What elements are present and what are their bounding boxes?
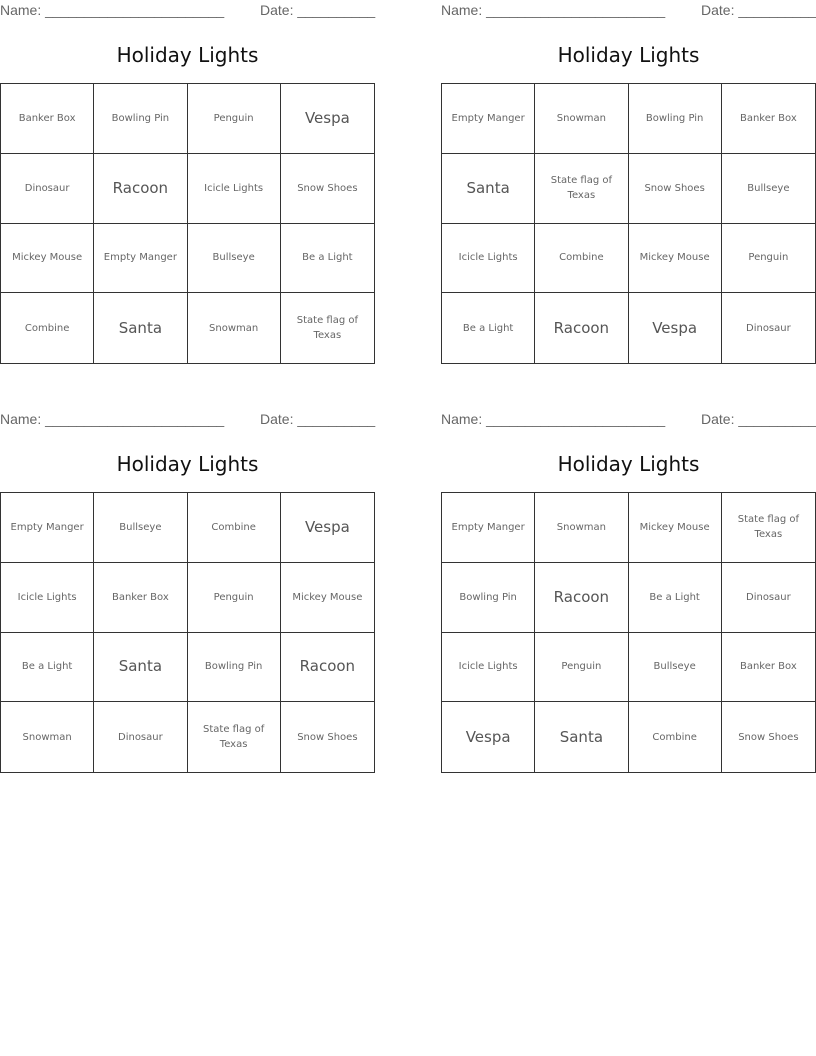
date-field-label: Date: __________: [260, 411, 376, 427]
bingo-grid: [0, 83, 375, 364]
bingo-card: [441, 0, 816, 337]
bingo-cell: Mickey Mouse: [629, 224, 722, 294]
bingo-cell: Snowman: [1, 702, 94, 772]
name-field-label: Name: _______________________: [441, 2, 666, 18]
bingo-cell: Penguin: [722, 224, 815, 294]
bingo-cell: Be a Light: [629, 563, 722, 633]
bingo-cell: Be a Light: [1, 633, 94, 703]
bingo-cell: Snow Shoes: [297, 731, 358, 743]
bingo-cell: Mickey Mouse: [629, 493, 722, 563]
bingo-cell: Bullseye: [722, 154, 815, 224]
bingo-cell: State flag of Texas: [188, 702, 281, 772]
bingo-cell: Vespa: [281, 493, 374, 563]
bingo-card: [441, 409, 816, 746]
bingo-cell: Be a Light: [281, 224, 374, 294]
card-title: Holiday Lights: [116, 452, 259, 476]
bingo-cell: Empty Manger: [1, 493, 94, 563]
bingo-cell: Racoon: [281, 633, 374, 703]
date-field-label: Date: __________: [701, 2, 816, 18]
bingo-cell: Empty Manger: [442, 493, 535, 563]
bingo-cell: Dinosaur: [722, 563, 815, 633]
card-title: Holiday Lights: [557, 452, 700, 476]
bingo-cell: State flag of Texas: [535, 154, 628, 224]
bingo-cell: Bullseye: [94, 493, 187, 563]
bingo-cell: Icicle Lights: [442, 224, 535, 294]
bingo-cell: Bowling Pin: [442, 563, 535, 633]
bingo-cell: Vespa: [281, 84, 374, 154]
bingo-cell: Santa: [442, 154, 535, 224]
bingo-cell: Racoon: [535, 293, 628, 363]
bingo-cell: Empty Manger: [442, 84, 535, 154]
bingo-card: [0, 409, 376, 751]
bingo-cell: Banker Box: [94, 563, 187, 633]
bingo-cell: Racoon: [94, 154, 187, 224]
bingo-cell: Icicle Lights: [1, 563, 94, 633]
bingo-cell: Dinosaur: [1, 154, 94, 224]
bingo-cell: Snow Shoes: [629, 154, 722, 224]
bingo-cell: Snow Shoes: [738, 731, 799, 743]
bingo-cell: Combine: [1, 293, 94, 363]
card-title: Holiday Lights: [116, 43, 259, 67]
bingo-cell: Snowman: [535, 84, 628, 154]
bingo-cell: Mickey Mouse: [1, 224, 94, 294]
bingo-cell: Dinosaur: [94, 702, 187, 772]
bingo-cell: State flag of Texas: [722, 493, 815, 563]
bingo-cell: Bullseye: [188, 224, 281, 294]
bingo-cell: Empty Manger: [94, 224, 187, 294]
bingo-cell: State flag of Texas: [296, 315, 358, 342]
bingo-cell: Penguin: [535, 633, 628, 703]
date-field-label: Date: __________: [260, 2, 376, 18]
bingo-cell: Bowling Pin: [94, 84, 187, 154]
bingo-grid: [0, 492, 375, 773]
bingo-cell: Snowman: [188, 293, 281, 363]
bingo-cell: Banker Box: [1, 84, 94, 154]
bingo-card: [0, 0, 376, 342]
bingo-cell: Vespa: [629, 293, 722, 363]
name-field-label: Name: _______________________: [441, 411, 666, 427]
bingo-cell: Bowling Pin: [188, 633, 281, 703]
bingo-cell: Icicle Lights: [188, 154, 281, 224]
bingo-cell: Snowman: [535, 493, 628, 563]
bingo-cell: Banker Box: [722, 633, 815, 703]
name-field-label: Name: _______________________: [0, 411, 225, 427]
bingo-cell: Mickey Mouse: [281, 563, 374, 633]
bingo-cell: Dinosaur: [746, 322, 791, 334]
name-field-label: Name: _______________________: [0, 2, 225, 18]
bingo-cell: Banker Box: [722, 84, 815, 154]
date-field-label: Date: __________: [701, 411, 816, 427]
bingo-cell: Santa: [535, 702, 628, 772]
bingo-cell: Penguin: [188, 84, 281, 154]
bingo-cell: Be a Light: [442, 293, 535, 363]
bingo-grid: [441, 83, 816, 364]
bingo-cell: Santa: [94, 293, 187, 363]
bingo-grid: [441, 492, 816, 773]
bingo-cell: Combine: [629, 702, 722, 772]
bingo-cell: Snow Shoes: [281, 154, 374, 224]
card-title: Holiday Lights: [557, 43, 700, 67]
bingo-cell: Vespa: [442, 702, 535, 772]
bingo-cell: Bowling Pin: [629, 84, 722, 154]
bingo-cell: Bullseye: [629, 633, 722, 703]
bingo-cell: Combine: [188, 493, 281, 563]
bingo-cell: Racoon: [535, 563, 628, 633]
bingo-cell: Penguin: [188, 563, 281, 633]
bingo-cell: Santa: [94, 633, 187, 703]
bingo-cell: Combine: [535, 224, 628, 294]
bingo-cell: Icicle Lights: [442, 633, 535, 703]
